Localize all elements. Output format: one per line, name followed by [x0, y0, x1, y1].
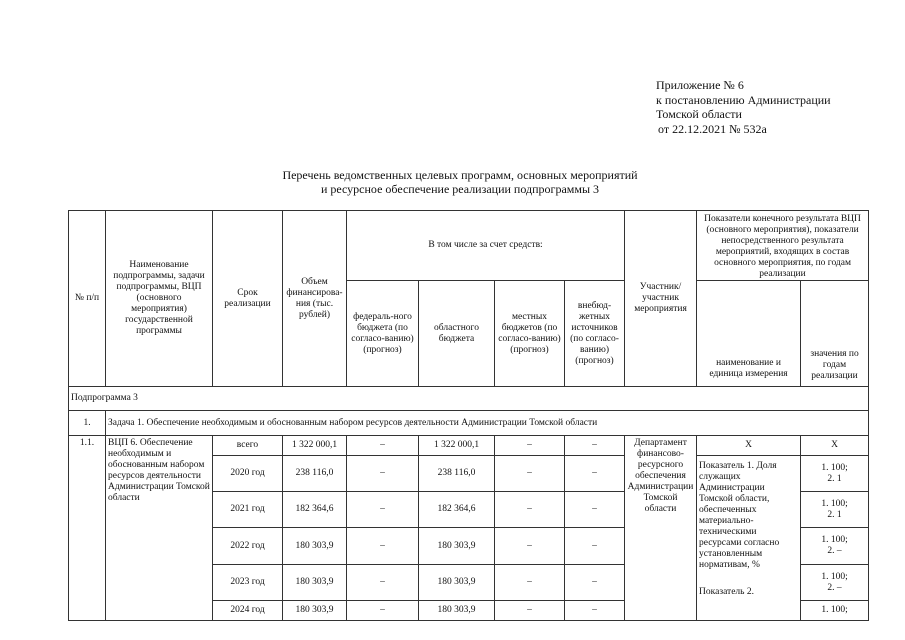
header-participant: Участник/ участник мероприятия [625, 211, 697, 387]
row-ind-value: Х [801, 436, 869, 456]
row-ind-value: 1. 100; [801, 601, 869, 621]
row-local: – [495, 565, 565, 601]
row-regional: 182 364,6 [419, 492, 495, 528]
title-line-2: и ресурсное обеспечение реализации подпрограммы 3 [320, 182, 600, 196]
row-federal: – [347, 492, 419, 528]
row-term: 2022 год [213, 528, 283, 565]
document-title [160, 168, 760, 196]
task-text: Задача 1. Обеспечение необходимым и обоснованным набором ресурсов деятельности Администрации Томской области [106, 411, 869, 436]
indicator-1-text: Показатель 1. Доля служащих Администрации Томской области, обеспеченных материально-техническими ресурсами согласно установленным нормативам, % [699, 461, 780, 570]
header-ind-name: наименование и единица измерения [697, 281, 801, 387]
row-term: 2023 год [213, 565, 283, 601]
row-federal: – [347, 456, 419, 492]
row-term: 2020 год [213, 456, 283, 492]
row-regional: 180 303,9 [419, 528, 495, 565]
header-including: В том числе за счет средств: [347, 211, 625, 281]
indicator-2-text: Показатель 2. [699, 587, 754, 597]
subprogram-row: Подпрограмма 3 [69, 387, 869, 411]
header-volume: Объем финансирова-ния (тыс. рублей) [283, 211, 347, 387]
row-volume: 238 116,0 [283, 456, 347, 492]
row-regional: 180 303,9 [419, 601, 495, 621]
header-num: № п/п [69, 211, 106, 387]
row-volume: 180 303,9 [283, 565, 347, 601]
header-term: Срок реализации [213, 211, 283, 387]
row-regional: 1 322 000,1 [419, 436, 495, 456]
row-term: 2021 год [213, 492, 283, 528]
row-term: всего [213, 436, 283, 456]
task-num: 1. [69, 411, 106, 436]
row-extra: – [565, 601, 625, 621]
row-extra: – [565, 436, 625, 456]
header-indicators-text: Показатели конечного результата ВЦП (основного мероприятия), показатели непосредственного результата мероприятий, входящих в состав основного мероприятия, по годам реализации [704, 214, 861, 279]
title-line-1: Перечень ведомственных целевых программ, основных мероприятий [282, 168, 638, 182]
row-federal: – [347, 601, 419, 621]
appendix-block [656, 78, 896, 136]
item-participant: Департамент финансово-ресурсного обеспечения Администрации Томской области [625, 436, 697, 621]
appendix-line-1: Приложение № 6 [656, 78, 744, 92]
row-ind-name: Х [697, 436, 801, 456]
row-term: 2024 год [213, 601, 283, 621]
header-extra: внебюд-жетных источников (по согласо-ванию) (прогноз) [565, 281, 625, 387]
indicator-cell [697, 456, 801, 621]
row-local: – [495, 456, 565, 492]
row-regional: 180 303,9 [419, 565, 495, 601]
header-local: местных бюджетов (по согласо-ванию) (прогноз) [495, 281, 565, 387]
row-extra: – [565, 492, 625, 528]
row-volume: 182 364,6 [283, 492, 347, 528]
row-regional: 238 116,0 [419, 456, 495, 492]
item-num: 1.1. [69, 436, 106, 621]
item-name: ВЦП 6. Обеспечение необходимым и обоснованным набором ресурсов деятельности Администрации Томской области [106, 436, 213, 621]
row-ind-value: 1. 100; 2. – [801, 565, 869, 601]
appendix-line-2: к постановлению Администрации [656, 92, 831, 107]
row-local: – [495, 601, 565, 621]
row-federal: – [347, 565, 419, 601]
program-table [68, 210, 869, 621]
row-federal: – [347, 436, 419, 456]
appendix-line-3: Томской области [656, 107, 742, 121]
row-ind-value: 1. 100; 2. – [801, 528, 869, 565]
header-indicators [697, 211, 869, 281]
appendix-line-4: от 22.12.2021 № 532а [658, 121, 767, 136]
header-ind-values: значения по годам реализации [801, 281, 869, 387]
row-extra: – [565, 565, 625, 601]
row-ind-value: 1. 100; 2. 1 [801, 456, 869, 492]
row-local: – [495, 436, 565, 456]
header-name: Наименование подпрограммы, задачи подпрограммы, ВЦП (основного мероприятия) государственной программы [106, 211, 213, 387]
row-ind-value: 1. 100; 2. 1 [801, 492, 869, 528]
row-federal: – [347, 528, 419, 565]
header-federal: федераль-ного бюджета (по согласо-ванию) (прогноз) [347, 281, 419, 387]
row-extra: – [565, 528, 625, 565]
row-volume: 180 303,9 [283, 528, 347, 565]
row-extra: – [565, 456, 625, 492]
row-local: – [495, 528, 565, 565]
row-volume: 180 303,9 [283, 601, 347, 621]
row-volume: 1 322 000,1 [283, 436, 347, 456]
header-regional: областного бюджета [419, 281, 495, 387]
row-local: – [495, 492, 565, 528]
